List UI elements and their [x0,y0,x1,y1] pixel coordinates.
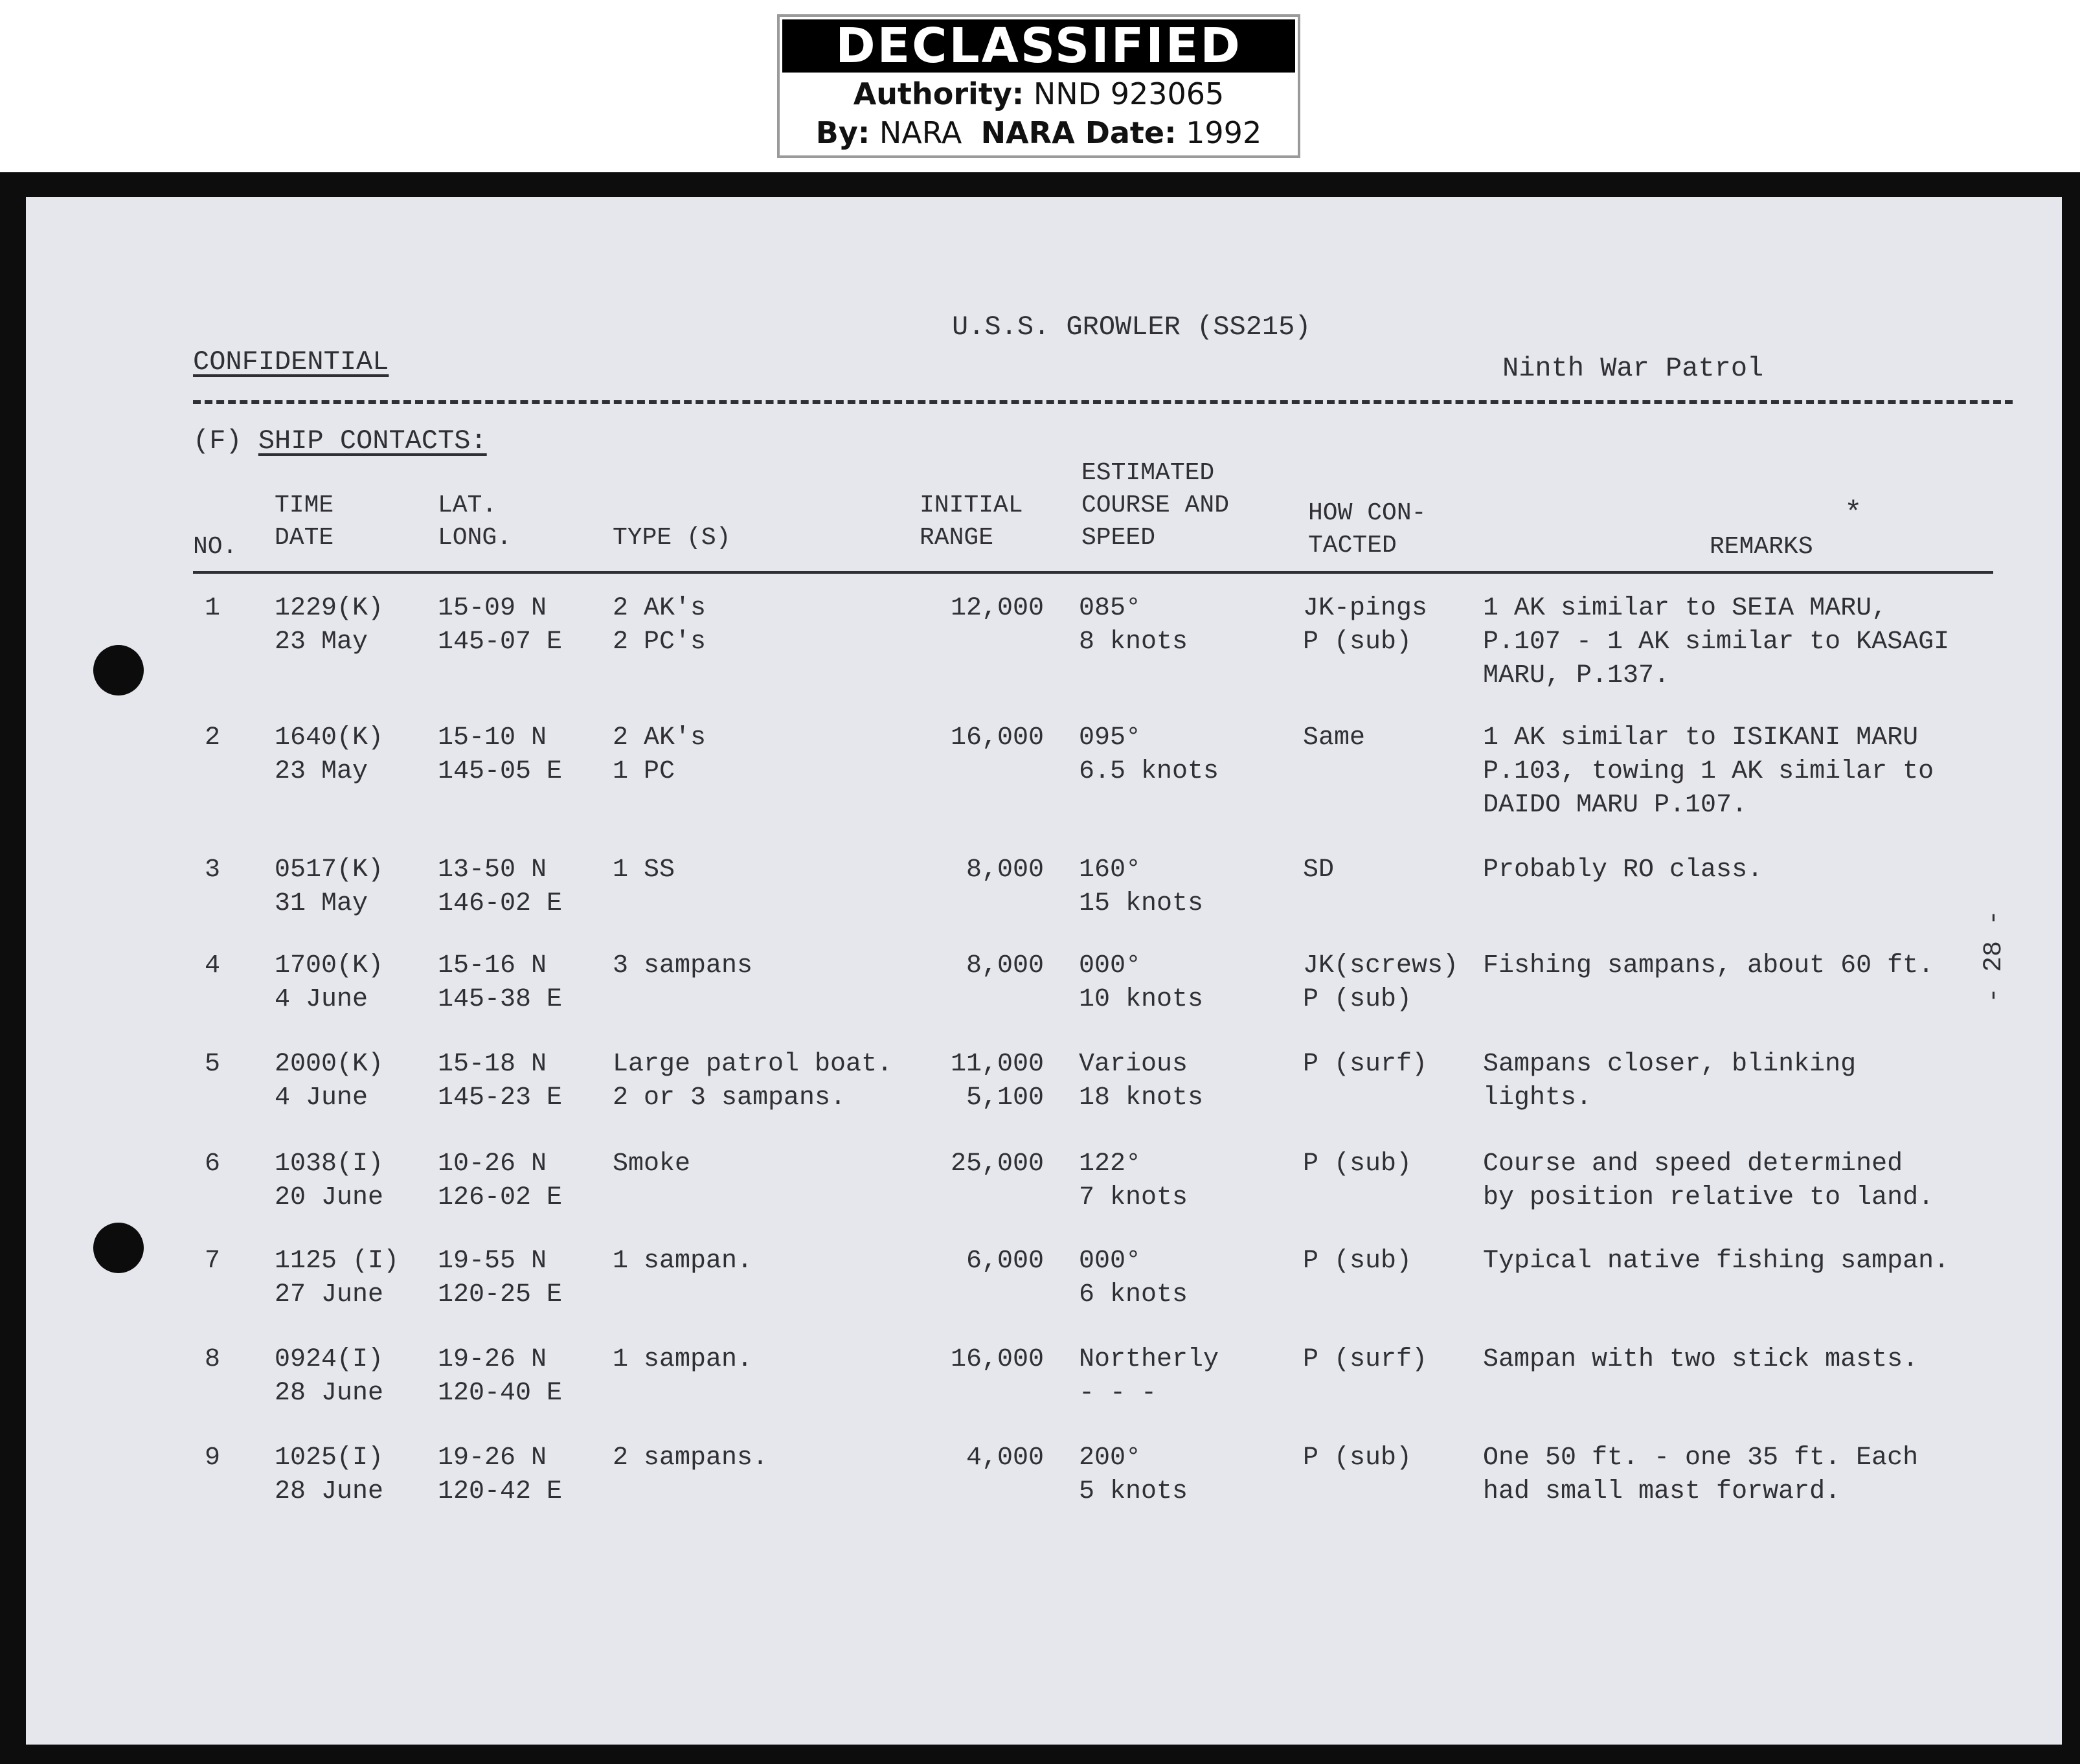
page-number: - 28 - [1980,909,2009,1003]
cell-line: 120-25 E [438,1280,563,1309]
cell-range [914,854,1044,887]
cell-course-speed [1079,1343,1219,1410]
cell-course-speed [1079,1245,1188,1312]
cell-lat-long [438,1148,562,1215]
cell-how-contacted [1303,721,1365,755]
cell-course-speed [1079,1048,1203,1115]
cell-line: 4 June [275,985,368,1014]
cell-line: 1025(I) [275,1443,384,1473]
cell-lat-long [438,854,562,921]
cell-time-date [275,854,383,921]
cell-remarks [1483,854,1763,887]
cell-line: 10-26 N [438,1149,547,1179]
cell-type [613,854,675,887]
cell-line: 2 or 3 sampans. [613,1083,846,1113]
cell-line: 1 AK similar to ISIKANI MARU [1483,723,1919,752]
dashed-divider [193,400,2013,404]
cell-line: 11,000 [950,1050,1044,1079]
cell-line: 23 May [275,628,368,657]
cell-line: 0517(K) [275,855,384,885]
cell-line: Sampan with two stick masts. [1483,1345,1919,1374]
document-title: U.S.S. GROWLER (SS215) [952,311,1311,343]
header-time-date [275,490,333,554]
stamp-title: DECLASSIFIED [782,19,1295,73]
header-initial-range [920,490,1023,554]
cell-lat-long [438,1442,562,1509]
cell-line: JK-pings [1303,594,1428,623]
cell-how-contacted [1303,592,1427,659]
header-line: TACTED [1308,532,1397,560]
cell-line: Northerly [1079,1345,1219,1374]
cell-lat-long [438,1048,562,1115]
cell-lat-long [438,721,562,789]
cell-course-speed [1079,949,1203,1017]
cell-line: P (sub) [1303,628,1412,657]
cell-line: 145-38 E [438,985,563,1014]
header-line: RANGE [920,524,994,552]
cell-remarks [1483,1343,1918,1377]
cell-course-speed [1079,721,1219,789]
cell-line: 146-02 E [438,889,563,918]
cell-time-date [275,949,383,1017]
header-line: HOW CON- [1308,499,1427,527]
header-line: LONG. [438,524,512,552]
stamp-by-line [782,114,1295,152]
header-remarks [1710,531,1813,563]
cell-line: SD [1303,855,1335,885]
cell-time-date [275,1148,383,1215]
cell-line: P (surf) [1303,1345,1428,1374]
cell-line: 3 sampans [613,951,753,980]
cell-type [613,1148,690,1181]
cell-range [914,1148,1044,1181]
cell-line: 4,000 [966,1443,1044,1473]
header-line: COURSE AND [1081,492,1230,519]
header-line: DATE [275,524,334,552]
cell-no: 2 [205,723,221,752]
cell-line: 6,000 [966,1247,1044,1276]
cell-line: 145-07 E [438,628,563,657]
cell-line: - - - [1079,1379,1157,1408]
cell-line: had small mast forward. [1483,1477,1841,1506]
cell-no: 1 [205,594,221,623]
cell-remarks [1483,949,1934,983]
cell-no: 7 [205,1247,221,1276]
cell-line: 1 sampan. [613,1345,753,1374]
header-course-speed [1081,457,1229,554]
cell-line: 28 June [275,1379,384,1408]
section-prefix: (F) [193,425,242,457]
cell-line: 10 knots [1079,985,1204,1014]
cell-line: Smoke [613,1149,691,1179]
cell-lat-long [438,1245,562,1312]
cell-no: 4 [205,951,221,980]
cell-line: Probably RO class. [1483,855,1763,885]
cell-line: 8,000 [966,951,1044,980]
cell-line: MARU, P.137. [1483,661,1670,690]
cell-line: P (sub) [1303,1247,1412,1276]
cell-no: 6 [205,1149,221,1179]
cell-line: P (sub) [1303,1149,1412,1179]
cell-range [914,721,1044,755]
section-heading [193,425,487,457]
cell-line: 2 AK's [613,723,707,752]
cell-lat-long [438,949,562,1017]
cell-remarks [1483,1148,1934,1215]
cell-line: 0924(I) [275,1345,384,1374]
cell-how-contacted [1303,1442,1412,1475]
cell-line: DAIDO MARU P.107. [1483,791,1748,820]
punch-hole [93,645,144,695]
cell-line: 13-50 N [438,855,547,885]
patrol-label: Ninth War Patrol [1502,353,1764,384]
stamp-authority-line [782,75,1295,113]
header-lat-long [438,490,512,554]
header-line: REMARKS [1710,533,1813,561]
cell-type [613,1343,752,1377]
stamp-authority-value: NND 923065 [1033,76,1225,111]
cell-line: 8,000 [966,855,1044,885]
cell-line: lights. [1483,1083,1592,1113]
cell-line: 19-55 N [438,1247,547,1276]
cell-line: 2 AK's [613,594,707,623]
cell-line: 2 sampans. [613,1443,769,1473]
cell-range [914,1048,1044,1115]
cell-line: 31 May [275,889,368,918]
header-line: NO. [193,533,238,561]
cell-line: 15-10 N [438,723,547,752]
cell-line: Large patrol boat. [613,1050,893,1079]
cell-line: P.107 - 1 AK similar to KASAGI [1483,628,1950,657]
cell-line: 1 SS [613,855,675,885]
cell-range [914,1343,1044,1377]
cell-line: P (surf) [1303,1050,1428,1079]
cell-line: 5,100 [966,1083,1044,1113]
cell-line: 095° [1079,723,1142,752]
cell-course-speed [1079,1442,1188,1509]
section-name: SHIP CONTACTS: [258,425,487,457]
remarks-asterisk: * [1844,497,1862,530]
cell-line: Course and speed determined [1483,1149,1903,1179]
header-line: ESTIMATED [1081,459,1215,487]
cell-line: 1 PC [613,757,675,786]
cell-line: 4 June [275,1083,368,1113]
cell-line: 27 June [275,1280,384,1309]
cell-type [613,1048,892,1115]
cell-how-contacted [1303,1148,1412,1181]
stamp-date-value: 1992 [1186,115,1262,150]
cell-range [914,1245,1044,1278]
cell-line: 2000(K) [275,1050,384,1079]
header-line: LAT. [438,492,497,519]
cell-line: 19-26 N [438,1443,547,1473]
cell-line: Typical native fishing sampan. [1483,1247,1950,1276]
cell-line: 6 knots [1079,1280,1188,1309]
cell-course-speed [1079,1148,1188,1215]
cell-line: 16,000 [950,723,1044,752]
cell-line: JK(screws) [1303,951,1459,980]
cell-course-speed [1079,854,1203,921]
cell-line: 16,000 [950,1345,1044,1374]
cell-line: 145-23 E [438,1083,563,1113]
cell-range [914,1442,1044,1475]
cell-range [914,592,1044,626]
cell-line: 000° [1079,951,1142,980]
stamp-by-value: NARA [879,115,962,150]
cell-line: 8 knots [1079,628,1188,657]
cell-remarks [1483,1442,1918,1509]
cell-how-contacted [1303,949,1458,1017]
cell-remarks [1483,721,1934,822]
cell-line: One 50 ft. - one 35 ft. Each [1483,1443,1919,1473]
cell-line: 160° [1079,855,1142,885]
cell-line: 20 June [275,1183,384,1212]
cell-how-contacted [1303,1048,1427,1081]
cell-no: 3 [205,855,221,885]
declassified-stamp [777,14,1300,158]
cell-how-contacted [1303,854,1334,887]
cell-time-date [275,1245,399,1312]
cell-line: P (sub) [1303,1443,1412,1473]
cell-line: 19-26 N [438,1345,547,1374]
cell-line: P.103, towing 1 AK similar to [1483,757,1934,786]
cell-line: 000° [1079,1247,1142,1276]
cell-range [914,949,1044,983]
cell-remarks [1483,1245,1949,1278]
cell-line: 15-16 N [438,951,547,980]
cell-line: 6.5 knots [1079,757,1219,786]
cell-line: 1640(K) [275,723,384,752]
cell-how-contacted [1303,1245,1412,1278]
cell-line: 28 June [275,1477,384,1506]
cell-no: 8 [205,1345,221,1374]
cell-line: 120-40 E [438,1379,563,1408]
cell-line: P (sub) [1303,985,1412,1014]
cell-line: 1229(K) [275,594,384,623]
header-line: INITIAL [920,492,1023,519]
cell-type [613,721,706,789]
cell-line: 1700(K) [275,951,384,980]
cell-lat-long [438,1343,562,1410]
cell-line: Fishing sampans, about 60 ft. [1483,951,1934,980]
cell-line: 126-02 E [438,1183,563,1212]
cell-no: 5 [205,1050,221,1079]
punch-hole [93,1223,144,1273]
cell-line: Various [1079,1050,1188,1079]
cell-line: 25,000 [950,1149,1044,1179]
document-page [26,197,2062,1745]
header-line: SPEED [1081,524,1156,552]
header-line: TIME [275,492,334,519]
cell-line: 23 May [275,757,368,786]
classification-label: CONFIDENTIAL [193,346,389,378]
cell-type [613,1442,768,1475]
cell-time-date [275,1048,383,1115]
cell-line: 2 PC's [613,628,707,657]
cell-line: 122° [1079,1149,1142,1179]
cell-remarks [1483,592,1949,693]
cell-course-speed [1079,592,1188,659]
cell-line: by position relative to land. [1483,1183,1934,1212]
cell-line: Same [1303,723,1366,752]
cell-line: 15-09 N [438,594,547,623]
cell-how-contacted [1303,1343,1427,1377]
stamp-date-label: NARA Date: [980,115,1177,150]
header-no [193,531,237,563]
cell-line: 1 sampan. [613,1247,753,1276]
cell-line: 15 knots [1079,889,1204,918]
cell-time-date [275,592,383,659]
cell-time-date [275,1343,383,1410]
cell-line: 145-05 E [438,757,563,786]
cell-line: 7 knots [1079,1183,1188,1212]
cell-lat-long [438,592,562,659]
stamp-authority-label: Authority: [853,76,1024,111]
header-underline [193,571,1993,574]
cell-type [613,949,752,983]
cell-line: 085° [1079,594,1142,623]
cell-time-date [275,721,383,789]
cell-line: 1125 (I) [275,1247,400,1276]
cell-line: Sampans closer, blinking [1483,1050,1857,1079]
cell-type [613,1245,752,1278]
cell-line: 1038(I) [275,1149,384,1179]
cell-line: 12,000 [950,594,1044,623]
header-line: TYPE (S) [613,524,731,552]
cell-line: 1 AK similar to SEIA MARU, [1483,594,1888,623]
cell-line: 200° [1079,1443,1142,1473]
cell-no: 9 [205,1443,221,1473]
header-how-contacted [1308,497,1426,562]
cell-remarks [1483,1048,1856,1115]
cell-time-date [275,1442,383,1509]
cell-line: 5 knots [1079,1477,1188,1506]
header-type [613,522,730,554]
cell-line: 120-42 E [438,1477,563,1506]
cell-line: 18 knots [1079,1083,1204,1113]
cell-line: 15-18 N [438,1050,547,1079]
cell-type [613,592,706,659]
stamp-by-label: By: [815,115,870,150]
